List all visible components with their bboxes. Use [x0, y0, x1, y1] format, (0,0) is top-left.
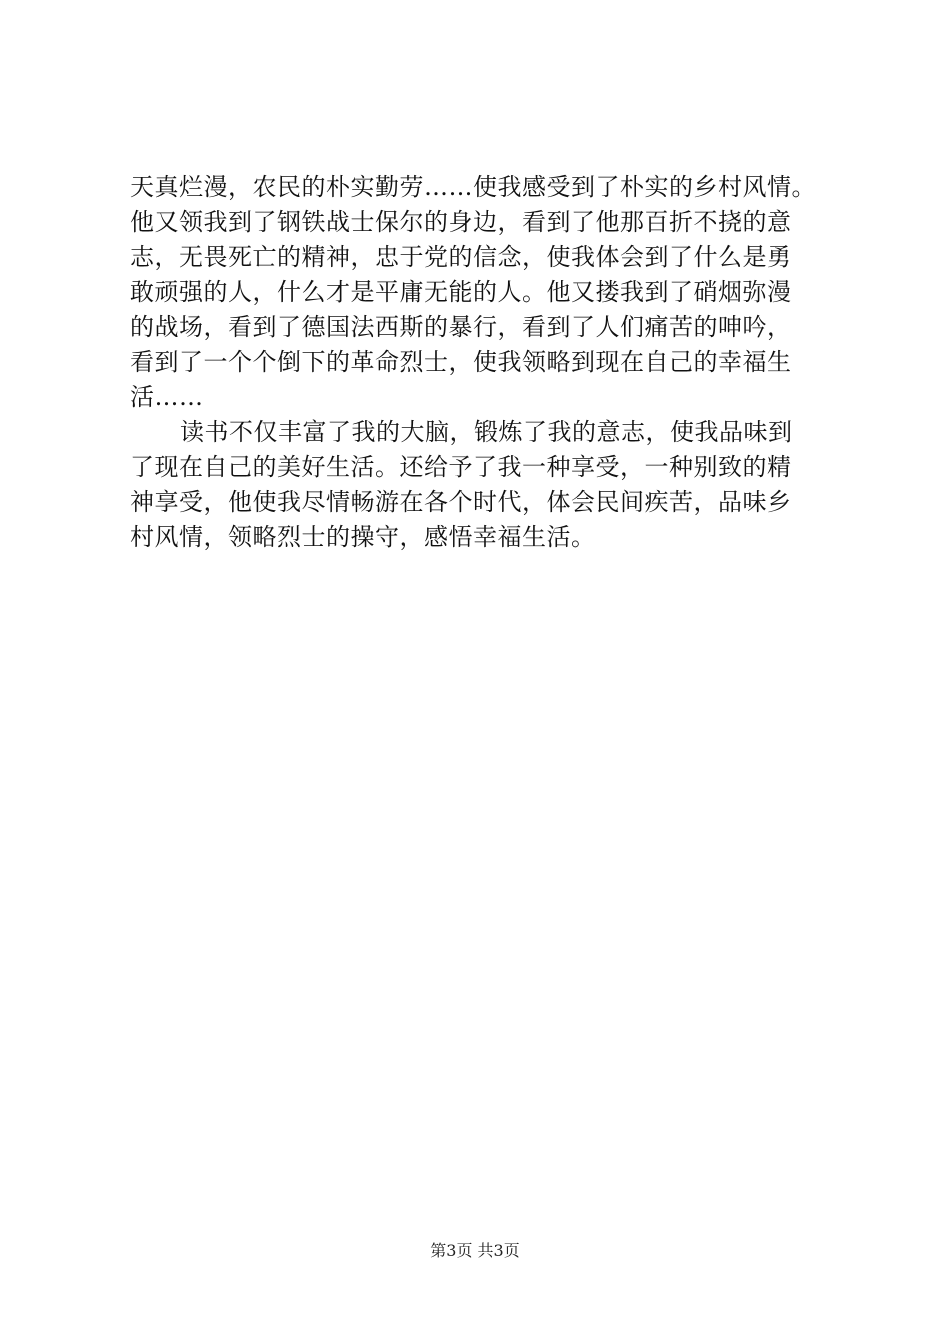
text-line: 他又领我到了钢铁战士保尔的身边，看到了他那百折不挠的意 [130, 208, 792, 236]
text-line: 敢顽强的人，什么才是平庸无能的人。他又搂我到了硝烟弥漫 [130, 278, 792, 306]
page-number: 第3页 共3页 [430, 1241, 520, 1260]
text-line: 了现在自己的美好生活。还给予了我一种享受，一种别致的精 [130, 453, 792, 481]
paragraph-first-line: 读书不仅丰富了我的大脑，锻炼了我的意志，使我品味到 [180, 418, 793, 446]
text-line: 的战场，看到了德国法西斯的暴行，看到了人们痛苦的呻吟， [130, 313, 792, 341]
text-line: 村风情，领略烈士的操守，感悟幸福生活。 [130, 523, 596, 551]
page-footer [0, 1240, 950, 1262]
text-line: 志，无畏死亡的精神，忠于党的信念，使我体会到了什么是勇 [130, 243, 792, 271]
text-line: 活…… [130, 383, 204, 411]
text-line: 天真烂漫，农民的朴实勤劳……使我感受到了朴实的乡村风情。 [130, 173, 816, 201]
text-line: 神享受，他使我尽情畅游在各个时代，体会民间疾苦，品味乡 [130, 488, 792, 516]
text-line: 看到了一个个倒下的革命烈士，使我领略到现在自己的幸福生 [130, 348, 792, 376]
document-body [130, 170, 850, 555]
